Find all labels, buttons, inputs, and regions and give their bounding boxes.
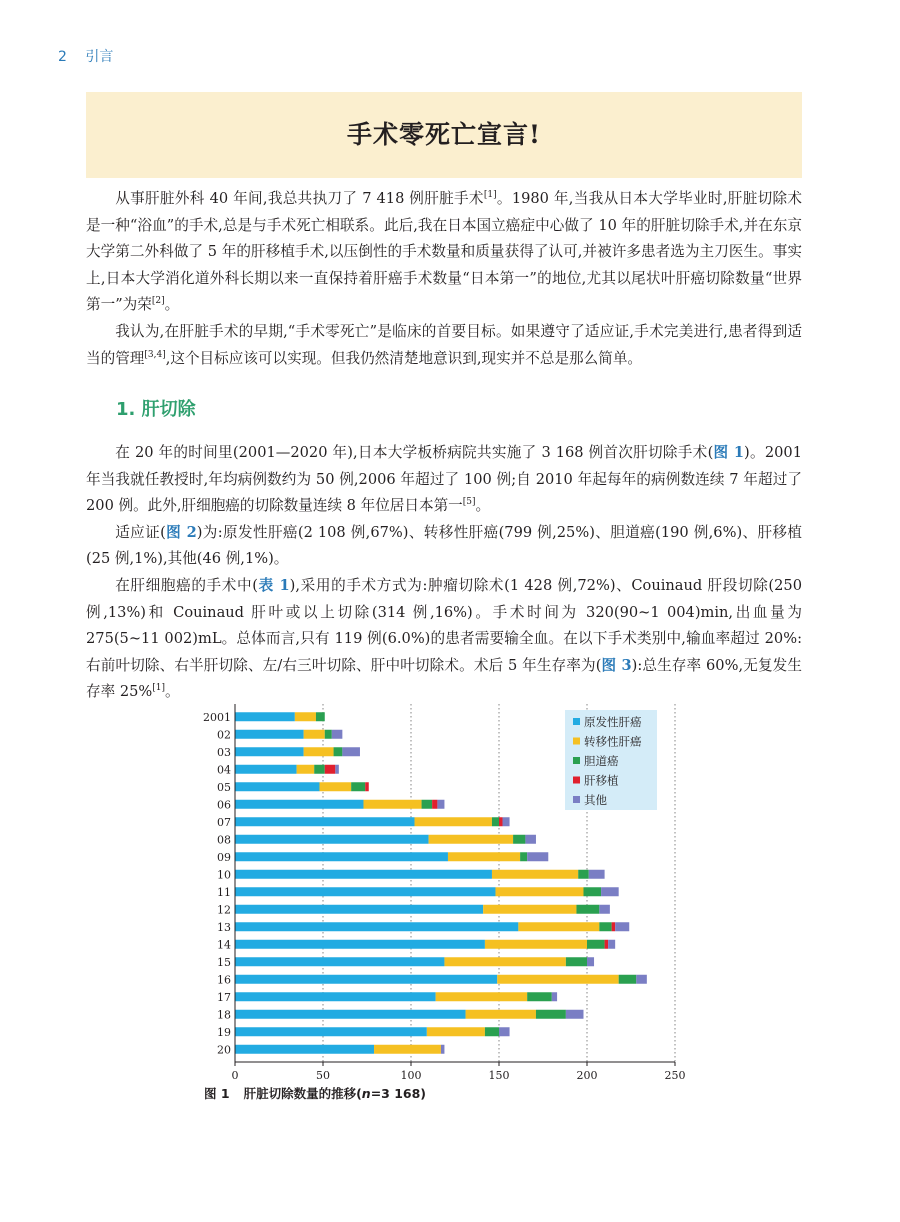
text-run: 我认为,在肝脏手术的早期,“手术零死亡”是临床的首要目标。如果遵守了适应证,手术完美进行,患者得到适当的管理 — [86, 322, 802, 367]
category-label: 03 — [217, 745, 231, 759]
section-paragraph-1 — [86, 440, 802, 520]
category-label: 05 — [217, 780, 231, 794]
citation: [1] — [483, 190, 497, 200]
text-run: 。 — [165, 683, 180, 701]
category-label: 04 — [217, 763, 231, 777]
legend-swatch — [573, 796, 580, 803]
bar-segment — [499, 817, 503, 826]
bar-segment — [448, 852, 520, 861]
citation: [2] — [151, 296, 165, 307]
bar-segment — [422, 800, 433, 809]
bar-segment — [536, 1010, 566, 1019]
figure-link[interactable]: 图 3 — [601, 656, 632, 674]
bar-segment — [492, 870, 578, 879]
bar-segment — [527, 852, 548, 861]
bar-segment — [235, 712, 295, 721]
category-label: 06 — [217, 798, 231, 812]
citation: [3,4] — [144, 349, 166, 360]
bar-segment — [235, 1027, 427, 1036]
bar-segment — [235, 1010, 466, 1019]
bar-segment — [499, 1027, 510, 1036]
bar-segment — [319, 782, 351, 791]
section-paragraph-3 — [86, 573, 802, 706]
bar-segment — [304, 747, 334, 756]
caption-text: 肝脏切除数量的推移( — [243, 1086, 362, 1101]
intro-text — [86, 186, 802, 372]
bar-segment — [332, 730, 343, 739]
citation: [1] — [152, 683, 166, 694]
bar-segment — [589, 870, 605, 879]
bar-segment — [527, 992, 552, 1001]
text-run: 。 — [475, 497, 491, 515]
caption-n: n — [361, 1086, 371, 1101]
legend-swatch — [573, 757, 580, 764]
bar-segment — [235, 887, 495, 896]
category-label: 18 — [217, 1008, 231, 1022]
bar-segment — [466, 1010, 536, 1019]
caption-tail: =3 168) — [370, 1086, 427, 1101]
bar-segment — [235, 800, 363, 809]
legend-label: 原发性肝癌 — [584, 715, 642, 729]
x-tick-label: 100 — [400, 1069, 422, 1082]
section-heading: 1. 肝切除 — [116, 399, 196, 420]
category-label: 2001 — [203, 710, 231, 724]
bar-segment — [415, 817, 492, 826]
bar-segment — [235, 940, 485, 949]
category-label: 19 — [217, 1025, 231, 1039]
x-tick-label: 200 — [576, 1069, 598, 1082]
bar-segment — [432, 800, 437, 809]
bar-segment — [325, 765, 336, 774]
bar-segment — [619, 975, 637, 984]
running-header — [58, 46, 113, 66]
text-run: ),采用的手术方式为:肿瘤切除术(1 428 例,72%)、Couinaud 肝段切除(250 例,13%)和 Couinaud 肝叶或以上切除(314 例,16%)。手术时间为 320(90~1 004)min,出血量为 275(5~11 002)mL。总体而言,只有 119 例(6.0%)的患者需要输全血。在以下手术类别中,输血率超过 20%:右前叶切除、右半肝切除、左/右三叶切除、肝中叶切除术。术后 5 年生存率为( — [86, 576, 802, 674]
legend-label: 胆道癌 — [584, 754, 619, 768]
bar-segment — [334, 747, 343, 756]
bar-segment — [427, 1027, 485, 1036]
bar-segment — [235, 905, 483, 914]
category-label: 12 — [217, 903, 231, 917]
category-label: 17 — [217, 990, 231, 1004]
bar-segment — [612, 922, 616, 931]
bar-segment — [235, 835, 429, 844]
text-run: 从事肝脏外科 40 年间,我总共执刀了 7 418 例肝脏手术 — [115, 190, 484, 207]
bar-segment — [525, 835, 536, 844]
category-label: 15 — [217, 955, 231, 969]
bar-segment — [429, 835, 513, 844]
text-run: 在 20 年的时间里(2001—2020 年),日本大学板桥病院共实施了 3 168 例首次肝切除手术( — [115, 444, 714, 461]
category-label: 16 — [217, 973, 231, 987]
bar-segment — [441, 1045, 445, 1054]
category-label: 10 — [217, 868, 231, 882]
x-tick-label: 50 — [316, 1069, 330, 1082]
bar-segment — [235, 817, 415, 826]
page-title: 手术零死亡宣言! — [347, 120, 541, 149]
bar-segment — [235, 852, 448, 861]
bar-segment — [363, 800, 421, 809]
bar-segment — [599, 905, 610, 914]
bar-segment — [518, 922, 599, 931]
x-tick-label: 150 — [488, 1069, 510, 1082]
bar-segment — [520, 852, 527, 861]
bar-segment — [437, 800, 444, 809]
text-run: ,这个目标应该可以实现。但我仍然清楚地意识到,现实并不总是那么简单。 — [165, 349, 643, 367]
bar-segment — [552, 992, 557, 1001]
caption-number: 图 1 — [204, 1086, 230, 1101]
section-paragraph-2 — [86, 520, 802, 573]
bar-segment — [587, 957, 594, 966]
bar-segment — [566, 1010, 584, 1019]
bar-segment — [235, 957, 444, 966]
bar-segment — [485, 940, 587, 949]
bar-segment — [314, 765, 325, 774]
bar-segment — [235, 747, 304, 756]
category-label: 11 — [217, 885, 231, 899]
text-run: 。1980 年,当我从日本大学毕业时,肝脏切除术是一种“浴血”的手术,总是与手术死亡相联系。此后,我在日本国立癌症中心做了 10 年的肝脏切除手术,并在东京大学第二外科做了 5 年的肝移植手术,以压倒性的手术数量和质量获得了认可,并被许多患者选为主刀医生。事实上,日本大学消化道外科长期以来一直保持着肝癌手术数量“日本第一”的地位,尤其以尾状叶肝癌切除数量“世界第一”为荣 — [86, 190, 803, 314]
bar-segment — [235, 870, 492, 879]
bar-segment — [235, 975, 497, 984]
bar-segment — [492, 817, 499, 826]
bar-segment — [351, 782, 365, 791]
bar-segment — [365, 782, 369, 791]
bar-segment — [587, 940, 605, 949]
page-number: 2 — [58, 49, 67, 65]
bar-segment — [342, 747, 360, 756]
bar-segment — [374, 1045, 441, 1054]
legend-label: 其他 — [584, 793, 607, 807]
legend-label: 肝移植 — [584, 773, 619, 788]
bar-segment — [636, 975, 647, 984]
category-label: 02 — [217, 728, 231, 742]
legend-swatch — [573, 777, 580, 784]
bar-segment — [503, 817, 510, 826]
bar-segment — [566, 957, 587, 966]
bar-segment — [316, 712, 325, 721]
x-tick-label: 250 — [664, 1069, 686, 1082]
liver-resection-chart — [190, 700, 700, 1090]
text-run: ):总生存率 60%,无复发生存率 25% — [86, 656, 802, 701]
bar-segment — [295, 712, 316, 721]
bar-segment — [235, 922, 518, 931]
legend-swatch — [573, 718, 580, 725]
bar-segment — [599, 922, 611, 931]
bar-segment — [444, 957, 565, 966]
text-run: 在肝细胞癌的手术中( — [115, 576, 258, 594]
bar-segment — [325, 730, 332, 739]
bar-segment — [436, 992, 528, 1001]
intro-paragraph-1 — [86, 186, 802, 319]
bar-segment — [497, 975, 618, 984]
bar-segment — [485, 1027, 499, 1036]
bar-segment — [578, 870, 589, 879]
legend-swatch — [573, 738, 580, 745]
bar-segment — [605, 940, 609, 949]
bar-segment — [513, 835, 525, 844]
title-box — [86, 92, 802, 178]
table-link[interactable]: 表 1 — [257, 576, 290, 594]
bar-segment — [576, 905, 599, 914]
bar-segment — [235, 782, 319, 791]
bar-segment — [608, 940, 615, 949]
text-run: )。2001 年当我就任教授时,年均病例数约为 50 例,2006 年超过了 100 例;自 2010 年起每年的病例数连续 7 年超过了 200 例。此外,肝细胞癌的切除数量连续 8 年位居日本第一 — [86, 444, 802, 515]
text-run: )为:原发性肝癌(2 108 例,67%)、转移性肝癌(799 例,25%)、胆道癌(190 例,6%)、肝移植(25 例,1%),其他(46 例,1%)。 — [86, 523, 802, 568]
bar-segment — [495, 887, 583, 896]
category-label: 07 — [217, 815, 231, 829]
category-label: 09 — [217, 850, 231, 864]
text-run: 。 — [164, 296, 180, 314]
category-label: 20 — [217, 1043, 231, 1057]
section-text — [86, 440, 802, 706]
section-name: 引言 — [85, 49, 114, 65]
bar-segment — [583, 887, 601, 896]
bar-segment — [297, 765, 315, 774]
figure-link[interactable]: 图 2 — [165, 523, 197, 541]
category-label: 13 — [217, 920, 231, 934]
category-label: 14 — [217, 938, 231, 952]
bar-segment — [615, 922, 629, 931]
bar-segment — [483, 905, 576, 914]
bar-segment — [235, 1045, 374, 1054]
intro-paragraph-2 — [86, 319, 802, 372]
category-label: 08 — [217, 833, 231, 847]
text-run: 适应证( — [115, 523, 166, 541]
bar-segment — [235, 730, 304, 739]
bar-segment — [601, 887, 619, 896]
x-tick-label: 0 — [231, 1069, 239, 1082]
figure-link[interactable]: 图 1 — [713, 444, 744, 461]
bar-segment — [335, 765, 339, 774]
bar-segment — [235, 765, 297, 774]
citation: [5] — [462, 497, 476, 508]
bar-segment — [235, 992, 436, 1001]
bar-segment — [304, 730, 325, 739]
figure-caption — [204, 1084, 426, 1102]
legend-label: 转移性肝癌 — [584, 734, 642, 749]
